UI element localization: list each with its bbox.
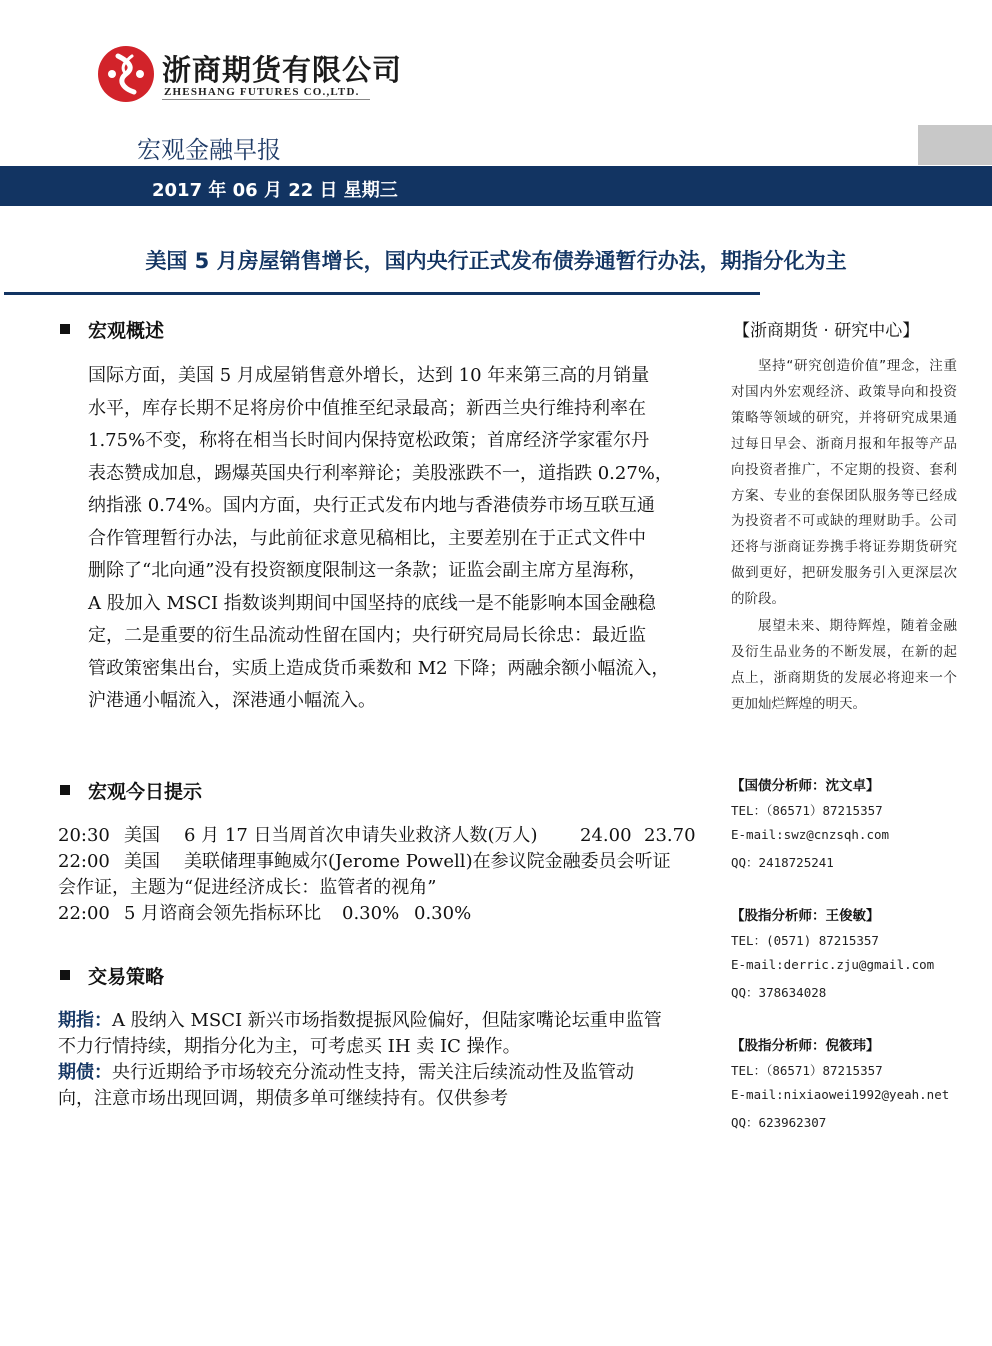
brand-name-cn: 浙商期货有限公司 [162, 53, 403, 87]
macro-overview-body [88, 360, 708, 718]
report-date: 2017 年 06 月 22 日 星期三 [152, 180, 398, 201]
body-line: 合作管理暂行办法，与此前征求意见稿相比，主要差别在于正式文件中 [88, 527, 646, 549]
section-title-macro-today: 宏观今日提示 [88, 781, 203, 803]
event-continuation: 会作证，主题为“促进经济成长：监管者的视角” [58, 877, 437, 898]
analyst-email[interactable]: E-mail:nixiaowei1992@yeah.net [731, 1087, 950, 1102]
strategy-bond-label: 期债： [58, 1062, 112, 1083]
section-title-macro-overview: 宏观概述 [88, 320, 165, 342]
brand-name-en: ZHESHANG FUTURES CO.,LTD. [164, 86, 360, 98]
strategy-text: 央行近期给予市场较充分流动性支持，需关注后续流动性及监管动 [112, 1062, 634, 1083]
event-desc: 5 月谘商会领先指标环比 [124, 903, 322, 924]
section-bullet-icon [60, 970, 70, 980]
analyst-qq: QQ：623962307 [731, 1115, 827, 1130]
strategy-text: A 股纳入 MSCI 新兴市场指数提振风险偏好，但陆家嘴论坛重申监管 [112, 1010, 662, 1031]
strategy-text: 向，注意市场出现回调，期债多单可继续持有。仅供参考 [58, 1088, 508, 1109]
event-time: 22:00 [58, 851, 110, 872]
analyst-qq: QQ：378634028 [731, 985, 827, 1000]
report-type: 宏观金融早报 [137, 136, 281, 164]
strategy-index [58, 1008, 718, 1060]
analyst-email[interactable]: E-mail:swz@cnzsqh.com [731, 827, 890, 842]
strategy-index-label: 期指： [58, 1010, 112, 1031]
analyst-name: 【股指分析师：倪筱玮】 [731, 1038, 880, 1054]
analyst-email[interactable]: E-mail:derric.zju@gmail.com [731, 957, 935, 972]
strategy-text: 不力行情持续，期指分化为主，可考虑买 IH 卖 IC 操作。 [58, 1036, 521, 1057]
event-desc: 美联储理事鲍威尔(Jerome Powell)在参议院金融委员会听证 [184, 851, 671, 872]
event-country: 美国 [124, 851, 160, 872]
event-forecast: 0.30% [414, 903, 472, 924]
event-prev: 0.30% [342, 903, 400, 924]
sidebar-outlook: 展望未来、期待辉煌，随着金融及衍生品业务的不断发展，在新的起点上，浙商期货的发展必将迎来一个更加灿烂辉煌的明天。 [731, 618, 957, 712]
headline-divider [4, 292, 760, 295]
headline: 美国 5 月房屋销售增长，国内央行正式发布债券通暂行办法，期指分化为主 [145, 249, 847, 273]
body-line: 删除了“北向通”没有投资额度限制这一条款；证监会副主席方星海称， [88, 560, 647, 581]
body-line: 1.75%不变，称将在相当长时间内保持宽松政策；首席经济学家霍尔丹 [88, 430, 650, 451]
event-forecast: 23.70 [644, 825, 696, 846]
event-row [58, 901, 718, 927]
company-logo-icon [96, 44, 156, 104]
section-bullet-icon [60, 785, 70, 795]
analyst-qq: QQ：2418725241 [731, 855, 834, 870]
header-grey-block [918, 125, 992, 165]
section-bullet-icon [60, 324, 70, 334]
sidebar-intro: 坚持“研究创造价值”理念，注重对国内外宏观经济、政策导向和投资策略等领域的研究，并将研究成果通过每日早会、浙商月报和年报等产品向投资者推广，不定期的投资、套利方案、专业的套保团队服务等已经成为投资者不可或缺的理财助手。公司还将与浙商证券携手将证券期货研究做到更好，把研发服务引入更深层次的阶段。 [731, 358, 957, 608]
event-country: 美国 [124, 825, 160, 846]
analyst-tel: TEL：（86571）87215357 [731, 803, 883, 818]
analyst-name: 【股指分析师：王俊敏】 [731, 908, 880, 924]
body-line: 水平，库存长期不足将房价中值推至纪录最高；新西兰央行维持利率在 [88, 397, 646, 419]
strategy-bond [58, 1060, 718, 1112]
event-row [58, 849, 718, 875]
brand-divider [162, 99, 370, 100]
body-line: 定，二是重要的衍生品流动性留在国内；央行研究局局长徐忠：最近监 [88, 625, 646, 646]
sidebar-title: 【浙商期货 · 研究中心】 [733, 321, 920, 341]
event-prev: 24.00 [580, 825, 632, 846]
date-bar [0, 166, 992, 206]
event-row [58, 823, 718, 849]
analyst-name: 【国债分析师：沈文卓】 [731, 778, 880, 794]
analyst-tel: TEL：（86571）87215357 [731, 1063, 883, 1078]
body-line: 沪港通小幅流入，深港通小幅流入。 [88, 690, 376, 711]
analyst-tel: TEL：(0571) 87215357 [731, 933, 879, 948]
event-desc: 6 月 17 日当周首次申请失业救济人数(万人) [184, 825, 538, 846]
body-line: 国际方面，美国 5 月成屋销售意外增长，达到 10 年来第三高的月销量 [88, 365, 650, 386]
section-title-strategy: 交易策略 [88, 966, 165, 988]
event-time: 20:30 [58, 825, 110, 846]
body-line: 纳指涨 0.74%。国内方面，央行正式发布内地与香港债券市场互联互通 [88, 495, 655, 516]
body-line: A 股加入 MSCI 指数谈判期间中国坚持的底线一是不能影响本国金融稳 [88, 592, 656, 614]
event-time: 22:00 [58, 903, 110, 924]
body-line: 管政策密集出台，实质上造成货币乘数和 M2 下降；两融余额小幅流入， [88, 657, 670, 679]
body-line: 表态赞成加息，踢爆英国央行利率辩论；美股涨跌不一，道指跌 0.27%， [88, 462, 673, 484]
